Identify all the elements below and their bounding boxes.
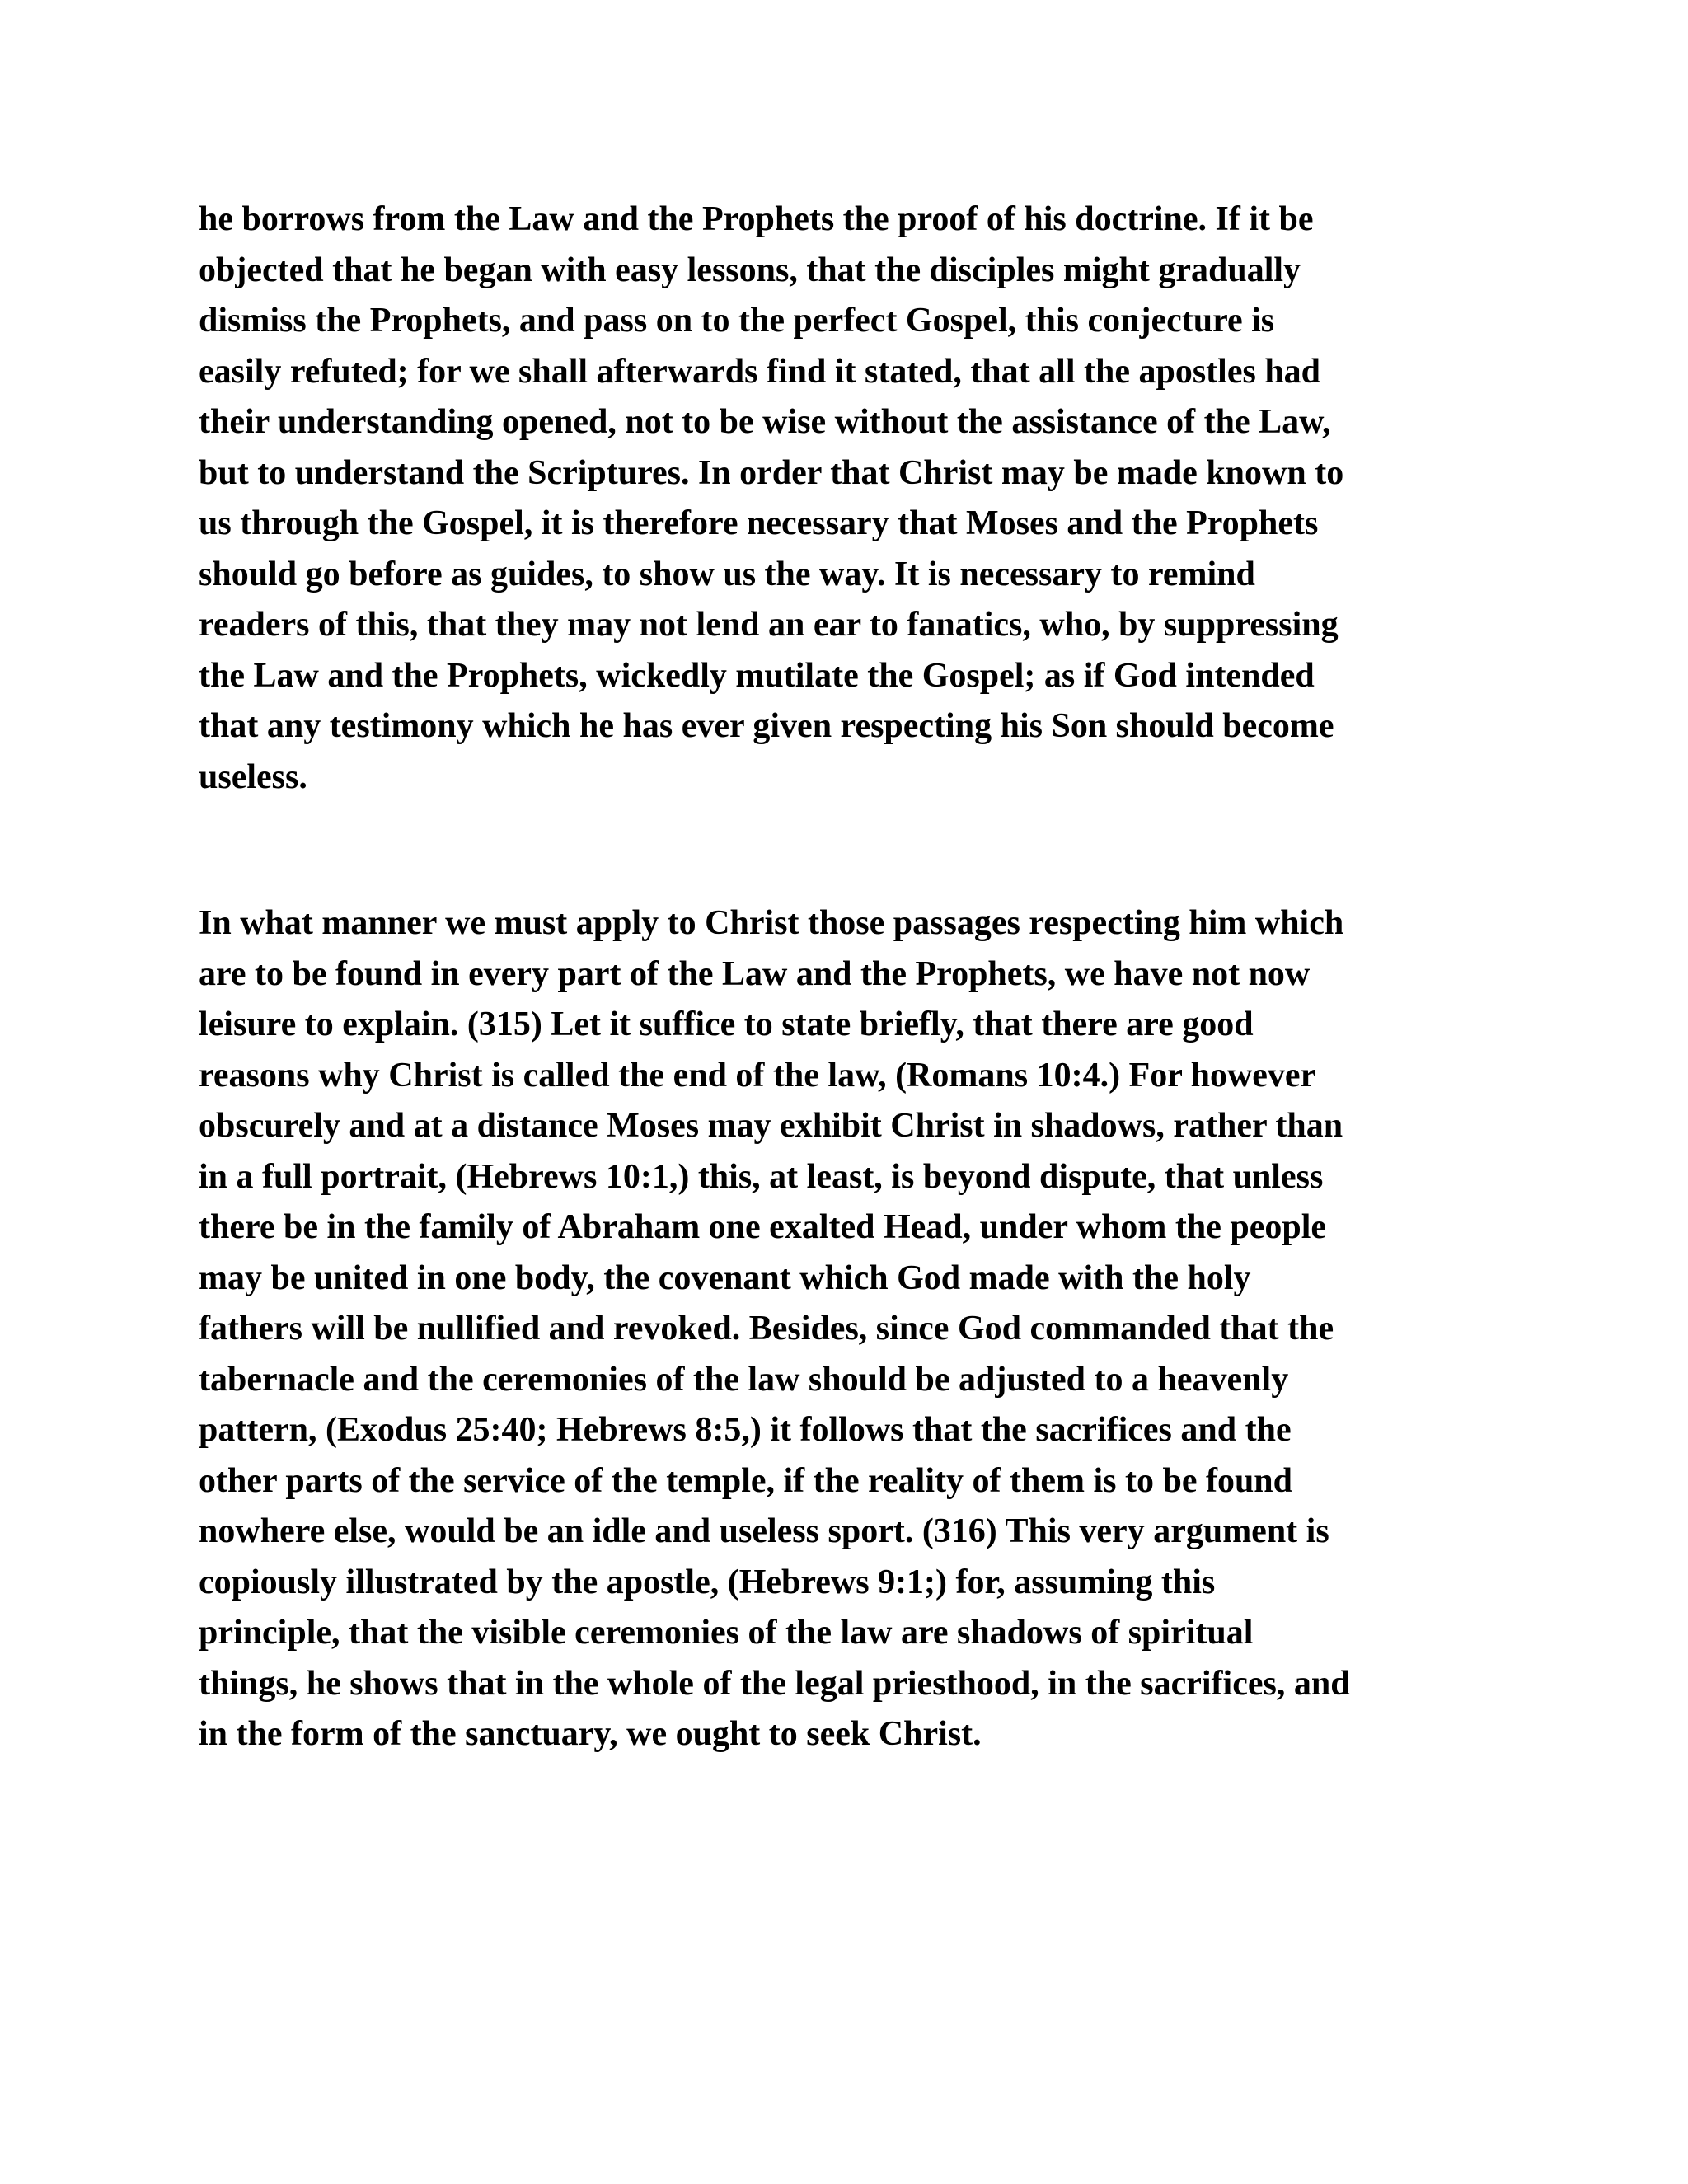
text-line: should go before as guides, to show us the way. It is necessary to remind [199,555,1255,593]
text-line: their understanding opened, not to be wise without the assistance of the Law, [199,403,1331,441]
paragraph-1 [199,194,1501,803]
text-line: may be united in one body, the covenant which God made with the holy [199,1258,1251,1297]
text-line: useless. [199,757,307,796]
text-line: that any testimony which he has ever given respecting his Son should become [199,707,1334,745]
text-line: leisure to explain. (315) Let it suffice to state briefly, that there are good [199,1005,1254,1043]
text-line: are to be found in every part of the Law and the Prophets, we have not now [199,954,1311,993]
text-line: fathers will be nullified and revoked. Besides, since God commanded that the [199,1310,1334,1347]
text-line: pattern, (Exodus 25:40; Hebrews 8:5,) it follows that the sacrifices and the [199,1411,1292,1449]
text-line: us through the Gospel, it is therefore necessary that Moses and the Prophets [199,504,1319,542]
text-line: in a full portrait, (Hebrews 10:1,) this, at least, is beyond dispute, that unless [199,1157,1324,1196]
text-line: things, he shows that in the whole of the legal priesthood, in the sacrifices, and [199,1664,1350,1703]
text-line: principle, that the visible ceremonies of the law are shadows of spiritual [199,1614,1254,1652]
text-line: dismiss the Prophets, and pass on to the perfect Gospel, this conjecture is [199,302,1275,340]
text-line: objected that he began with easy lessons, that the disciples might gradually [199,251,1301,289]
text-line: In what manner we must apply to Christ those passages respecting him which [199,904,1344,942]
text-line: the Law and the Prophets, wickedly mutilate the Gospel; as if God intended [199,656,1315,695]
text-line: reasons why Christ is called the end of the law, (Romans 10:4.) For however [199,1056,1316,1094]
text-line: tabernacle and the ceremonies of the law should be adjusted to a heavenly [199,1360,1289,1399]
text-line: there be in the family of Abraham one exalted Head, under whom the people [199,1208,1327,1246]
text-line: copiously illustrated by the apostle, (Hebrews 9:1;) for, assuming this [199,1563,1216,1601]
text-line: but to understand the Scriptures. In order that Christ may be made known to [199,453,1344,492]
text-line: readers of this, that they may not lend an ear to fanatics, who, by suppressing [199,606,1339,644]
text-line: other parts of the service of the temple, if the reality of them is to be found [199,1461,1293,1500]
paragraph-2 [199,898,1501,1760]
text-line: easily refuted; for we shall afterwards find it stated, that all the apostles had [199,352,1321,391]
text-line: in the form of the sanctuary, we ought to seek Christ. [199,1715,982,1753]
text-line: obscurely and at a distance Moses may exhibit Christ in shadows, rather than [199,1107,1343,1145]
text-line: nowhere else, would be an idle and useless sport. (316) This very argument is [199,1512,1329,1550]
text-line: he borrows from the Law and the Prophets the proof of his doctrine. If it be [199,200,1314,238]
